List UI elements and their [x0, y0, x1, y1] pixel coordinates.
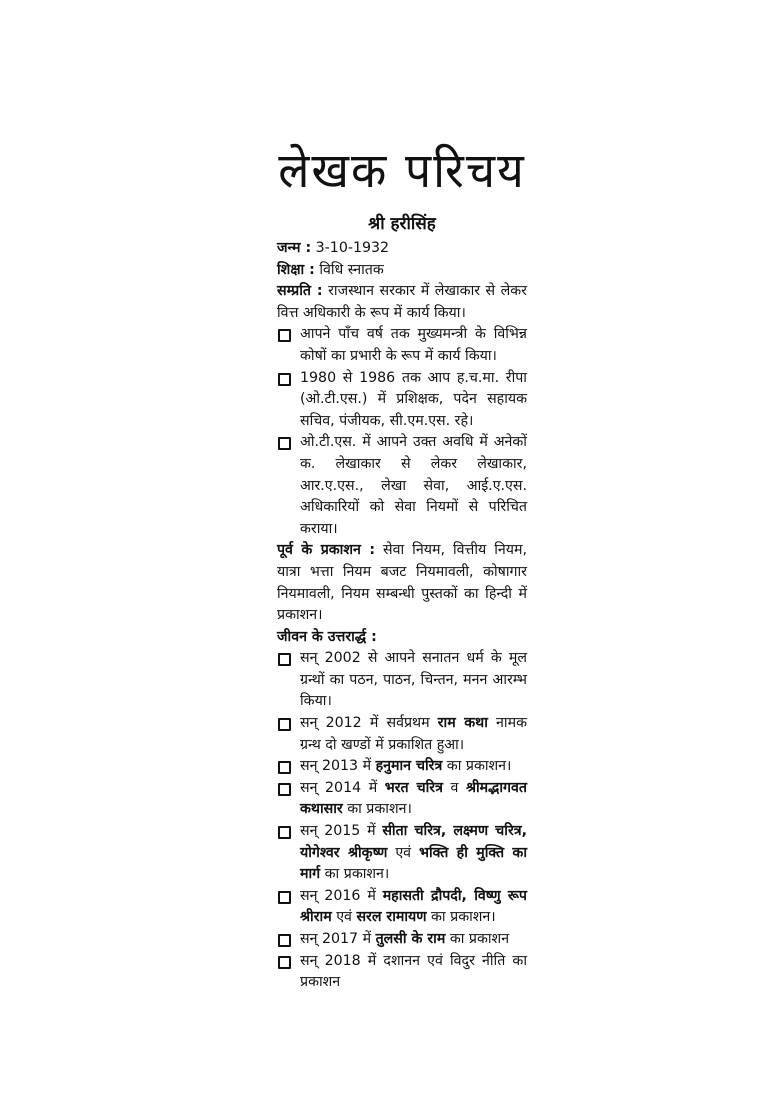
checkbox-bullet-icon: [278, 934, 291, 947]
item-text: ओ.टी.एस. में आपने उक्त अवधि में अनेकों क. लेखाकार से लेकर लेखाकार, आर.ए.एस., लेखा सेवा, आई.ए.एस. अधिकारियों को सेवा नियमों से परिचित कराया।: [300, 434, 527, 537]
list-item: [277, 648, 527, 713]
list-item: [277, 324, 527, 367]
checkbox-bullet-icon: [278, 437, 291, 450]
previous-publications-value: सेवा नियम, वित्तीय नियम, यात्रा भत्ता नियम बजट नियमावली, कोषागार नियमावली, नियम सम्बन्धी पुस्तकों का हिन्दी में प्रकाशन।: [277, 542, 528, 624]
current-label: सम्प्रति :: [277, 283, 323, 300]
item-text: व: [442, 779, 466, 796]
item-text: सन् 2012 में सर्वप्रथम: [300, 715, 438, 732]
book-title: राम कथा: [437, 715, 488, 732]
item-text: का प्रकाशन।: [320, 866, 390, 883]
item-text: का प्रकाशन।: [442, 758, 512, 775]
book-title: तुलसी के राम: [375, 931, 446, 947]
checkbox-bullet-icon: [278, 761, 291, 774]
item-text: सन् 2014 में: [300, 779, 385, 796]
checkbox-bullet-icon: [278, 718, 291, 731]
item-text: नामक ग्रन्थ दो खण्डों में प्रकाशित हुआ।: [300, 715, 527, 753]
previous-publications-label: पूर्व के प्रकाशन :: [277, 542, 375, 559]
checkbox-bullet-icon: [278, 653, 291, 666]
current-value: राजस्थान सरकार में लेखाकार से लेकर वित्त अधिकारी के रूप में कार्य किया।: [277, 283, 527, 321]
book-title: सरल रामायण: [356, 909, 427, 926]
item-text: का प्रकाशन।: [426, 909, 496, 926]
checkbox-bullet-icon: [278, 826, 291, 839]
item-text: सन् 2016 में: [300, 887, 383, 904]
book-title: सीता चरित्र, लक्ष्मण चरित्र, योगेश्वर श्रीकृष्ण: [300, 823, 527, 861]
checkbox-bullet-icon: [278, 329, 291, 342]
list-item: [277, 951, 527, 994]
author-name: श्री हरीसिंह: [368, 214, 436, 234]
book-title: भरत चरित्र: [384, 779, 443, 796]
item-text: आपने पाँच वर्ष तक मुख्यमन्त्री के विभिन्न कोषों का प्रभारी के रूप में कार्य किया।: [300, 326, 527, 364]
page-title: लेखक परिचय: [278, 141, 526, 199]
birth-line: [277, 238, 527, 260]
list-item: [277, 713, 527, 756]
birth-value: 3-10-1932: [315, 240, 390, 256]
list-item: [277, 821, 527, 886]
checkbox-bullet-icon: [278, 373, 291, 386]
education-value: विधि स्नातक: [319, 261, 384, 278]
item-text: का प्रकाशन।: [342, 801, 412, 818]
item-text: सन् 2018 में दशानन एवं विदुर नीति का प्रकाशन: [300, 952, 527, 991]
item-text: सन् 2002 से आपने सनातन धर्म के मूल ग्रन्थों का पठन, पाठन, चिन्तन, मनन आरम्भ किया।: [300, 650, 527, 710]
list-item: [277, 929, 527, 951]
career-list: [277, 324, 527, 540]
list-item: [277, 756, 527, 778]
item-text: सन् 2017 में: [300, 931, 376, 947]
item-text: एवं: [331, 909, 357, 926]
book-title: महासती द्रौपदी, विष्णु रूप श्रीराम: [300, 887, 527, 926]
list-item: [277, 778, 527, 821]
previous-publications: [277, 540, 527, 626]
education-line: [277, 260, 527, 282]
later-life-list: [277, 648, 527, 994]
item-text: का प्रकाशन: [445, 931, 510, 947]
book-title: हनुमान चरित्र: [375, 758, 443, 775]
checkbox-bullet-icon: [278, 891, 291, 904]
list-item: [277, 432, 527, 540]
book-title: श्रीमद्भागवत कथासार: [300, 779, 527, 818]
later-life-heading: जीवन के उत्तरार्द्ध :: [277, 628, 377, 645]
education-label: शिक्षा :: [277, 261, 315, 278]
checkbox-bullet-icon: [278, 783, 291, 796]
list-item: [277, 886, 527, 929]
current-line: [277, 281, 527, 324]
item-text: सन् 2015 में: [300, 823, 383, 840]
item-text: 1980 से 1986 तक आप ह.च.मा. रीपा (ओ.टी.एस.) में प्रशिक्षक, पदेन सहायक सचिव, पंजीयक, सी.एम.एस. रहे।: [300, 369, 527, 429]
book-title: भक्ति ही मुक्ति का मार्ग: [300, 844, 527, 883]
author-intro-page: [277, 140, 527, 994]
item-text: सन् 2013 में: [300, 758, 376, 775]
checkbox-bullet-icon: [278, 956, 291, 969]
list-item: [277, 368, 527, 433]
birth-label: जन्म :: [277, 240, 312, 256]
item-text: एवं: [387, 844, 419, 861]
